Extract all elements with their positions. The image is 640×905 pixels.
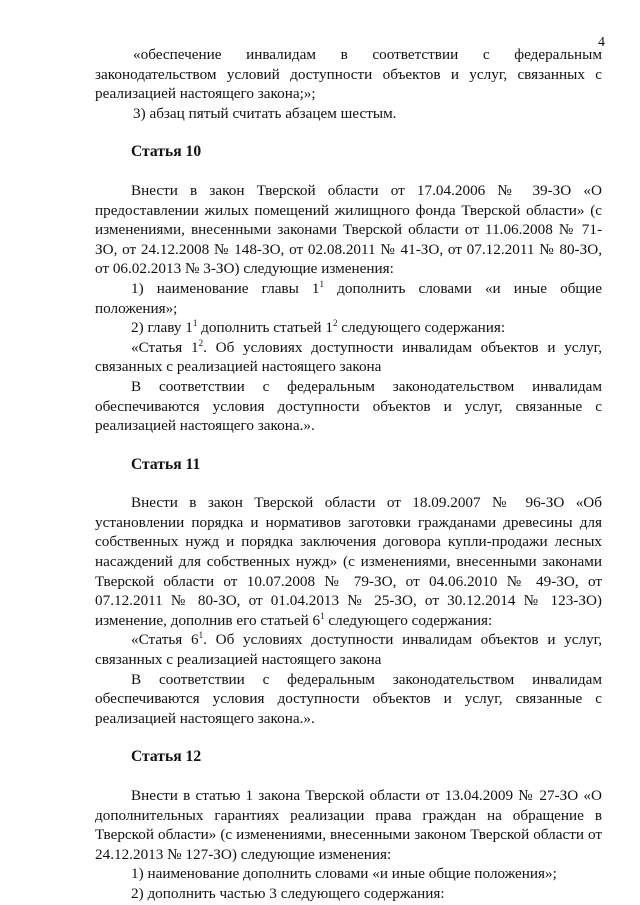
- superscript: 1: [198, 630, 204, 641]
- paragraph: [95, 318, 602, 338]
- article-heading-11: Статья 11: [131, 455, 201, 473]
- paragraph: Внести в закон Тверской области от 17.04.2006 № 39-ЗО «О предоставлении жилых помещений жилищного фонда Тверской области» (с изменениями, внесенными законами Тверской области от 11.06.2008 № 71-ЗО, от 24.12.2008 № 148-ЗО, от 02.08.2011 № 41-ЗО, от 07.12.2011 № 80-ЗО, от 06.02.2013 № 3-ЗО) следующие изменения:: [95, 181, 602, 278]
- paragraph: 1) наименование дополнить словами «и иные общие положения»;: [131, 865, 557, 883]
- text-run: дополнить статьей 1: [197, 319, 333, 337]
- text-run: «Статья 1: [131, 338, 199, 356]
- text-run: следующего содержания:: [337, 319, 506, 337]
- text-run: Внести в закон Тверской области от 18.09.2007 № 96-ЗО «Об установлении порядка и нормативов заготовки гражданами древесины для собственных нужд и порядка заключения договора купли-продажи лесных насаждений для собственных нужд» (с изменениями, внесенными законами Тверской области от 10.07.2008 № 79-ЗО, от 04.06.2010 № 49-ЗО, от 07.12.2011 № 80-ЗО, от 01.04.2013 № 25-ЗО, от 30.12.2014 № 123-ЗО) изменение, дополнив его статьей 6: [95, 494, 602, 629]
- paragraph: В соответствии с федеральным законодательством инвалидам обеспечиваются условия доступности объектов и услуг, связанные с реализацией настоящего закона.».: [95, 670, 602, 727]
- article-heading-10: Статья 10: [131, 143, 202, 161]
- superscript: 1: [319, 278, 325, 289]
- text-run: 1) наименование главы 1: [131, 279, 320, 297]
- text-run: дополнить словами «и иные общие положения»;: [95, 279, 602, 317]
- paragraph: В соответствии с федеральным законодательством инвалидам обеспечиваются условия доступности объектов и услуг, связанные с реализацией настоящего закона.».: [95, 377, 602, 435]
- superscript: 2: [332, 318, 338, 329]
- article-heading-12: Статья 12: [131, 748, 202, 766]
- text-run: следующего содержания:: [324, 611, 493, 629]
- text-run: «Статья 6: [131, 631, 199, 649]
- paragraph: [95, 493, 602, 630]
- superscript: 1: [320, 610, 325, 621]
- paragraph: 3) абзац пятый считать абзацем шестым.: [133, 104, 397, 122]
- text-run: . Об условиях доступности инвалидам объектов и услуг, связанных с реализацией настоящего закона: [95, 338, 602, 376]
- page-number: 4: [598, 35, 605, 50]
- paragraph: [95, 279, 602, 318]
- text-run: 2) главу 1: [131, 319, 193, 337]
- superscript: 2: [198, 337, 204, 348]
- paragraph: Внести в статью 1 закона Тверской области от 13.04.2009 № 27-ЗО «О дополнительных гарантиях реализации права граждан на обращение в Тверской области» (с изменениями, внесенными законом Тверской области от 24.12.2013 № 127-ЗО) следующие изменения:: [95, 787, 602, 863]
- paragraph: [95, 338, 602, 377]
- document-body: [95, 45, 602, 904]
- paragraph: 2) дополнить частью 3 следующего содержания:: [131, 884, 445, 902]
- superscript: 1: [192, 318, 198, 329]
- paragraph: [95, 630, 602, 669]
- text-run: . Об условиях доступности инвалидам объектов и услуг, связанных с реализацией настоящего закона: [95, 631, 602, 669]
- paragraph: «обеспечение инвалидам в соответствии с федеральным законодательством условий доступности объектов и услуг, связанных с реализацией настоящего закона;»;: [95, 46, 602, 103]
